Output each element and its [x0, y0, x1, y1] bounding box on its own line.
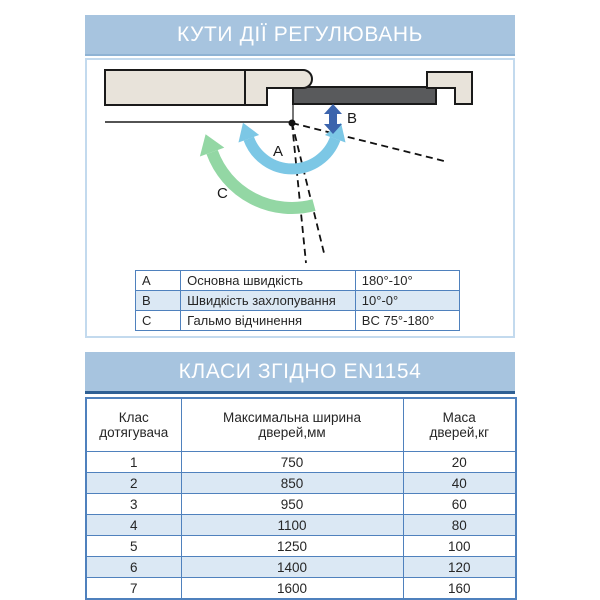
- cell-weight: 120: [403, 557, 516, 578]
- cell-weight: 100: [403, 536, 516, 557]
- table-row: [86, 578, 516, 600]
- col-header-width: Максимальна ширина дверей,мм: [181, 398, 403, 452]
- table-row: [136, 311, 460, 331]
- table-row: [86, 536, 516, 557]
- row-range: 180°-10°: [355, 271, 459, 291]
- row-range: BC 75°-180°: [355, 311, 459, 331]
- col-header-class: Клас дотягувача: [86, 398, 181, 452]
- row-key: B: [136, 291, 181, 311]
- cell-width: 1250: [181, 536, 403, 557]
- classes-section-header: [85, 352, 515, 394]
- cell-class: 6: [86, 557, 181, 578]
- table-row: [86, 557, 516, 578]
- header-row: [86, 398, 516, 452]
- row-key: A: [136, 271, 181, 291]
- label-c: C: [217, 185, 228, 202]
- cell-weight: 80: [403, 515, 516, 536]
- pivot-point: [289, 120, 296, 127]
- adjustment-ranges-table: [135, 270, 460, 331]
- row-key: C: [136, 311, 181, 331]
- cell-class: 1: [86, 452, 181, 473]
- table-row: [86, 473, 516, 494]
- cell-width: 950: [181, 494, 403, 515]
- cell-width: 750: [181, 452, 403, 473]
- cell-weight: 160: [403, 578, 516, 600]
- wall-left: [105, 70, 245, 105]
- dashed-line-near-closed-1: [292, 123, 306, 263]
- closed-door-leaf: [293, 87, 436, 104]
- cell-class: 7: [86, 578, 181, 600]
- cell-width: 850: [181, 473, 403, 494]
- row-range: 10°-0°: [355, 291, 459, 311]
- angles-diagram-box: [85, 58, 515, 338]
- row-name: Швидкість захлопування: [181, 291, 356, 311]
- row-name: Гальмо відчинення: [181, 311, 356, 331]
- label-b: B: [347, 110, 358, 127]
- cell-weight: 20: [403, 452, 516, 473]
- classes-section-title: КЛАСИ ЗГІДНО EN1154: [178, 359, 422, 383]
- dashed-line-near-closed-2: [292, 123, 324, 253]
- table-row: [86, 494, 516, 515]
- cell-weight: 40: [403, 473, 516, 494]
- cell-width: 1100: [181, 515, 403, 536]
- cell-width: 1600: [181, 578, 403, 600]
- table-row: [86, 515, 516, 536]
- table-row: [136, 291, 460, 311]
- arc-c-arrowhead-icon: [193, 130, 224, 157]
- cell-class: 2: [86, 473, 181, 494]
- en1154-classes-table: [85, 397, 517, 600]
- cell-class: 4: [86, 515, 181, 536]
- arc-a-main-speed: [249, 139, 335, 169]
- col-header-weight: Маса дверей,кг: [403, 398, 516, 452]
- cell-class: 5: [86, 536, 181, 557]
- cell-class: 3: [86, 494, 181, 515]
- door-closer-angle-diagram: [87, 60, 513, 270]
- angles-section-header: [85, 15, 515, 56]
- row-name: Основна швидкість: [181, 271, 356, 291]
- cell-weight: 60: [403, 494, 516, 515]
- table-row: [86, 452, 516, 473]
- cell-width: 1400: [181, 557, 403, 578]
- angles-section-title: КУТИ ДІЇ РЕГУЛЮВАНЬ: [177, 22, 423, 46]
- label-a: A: [273, 143, 284, 160]
- table-row: [136, 271, 460, 291]
